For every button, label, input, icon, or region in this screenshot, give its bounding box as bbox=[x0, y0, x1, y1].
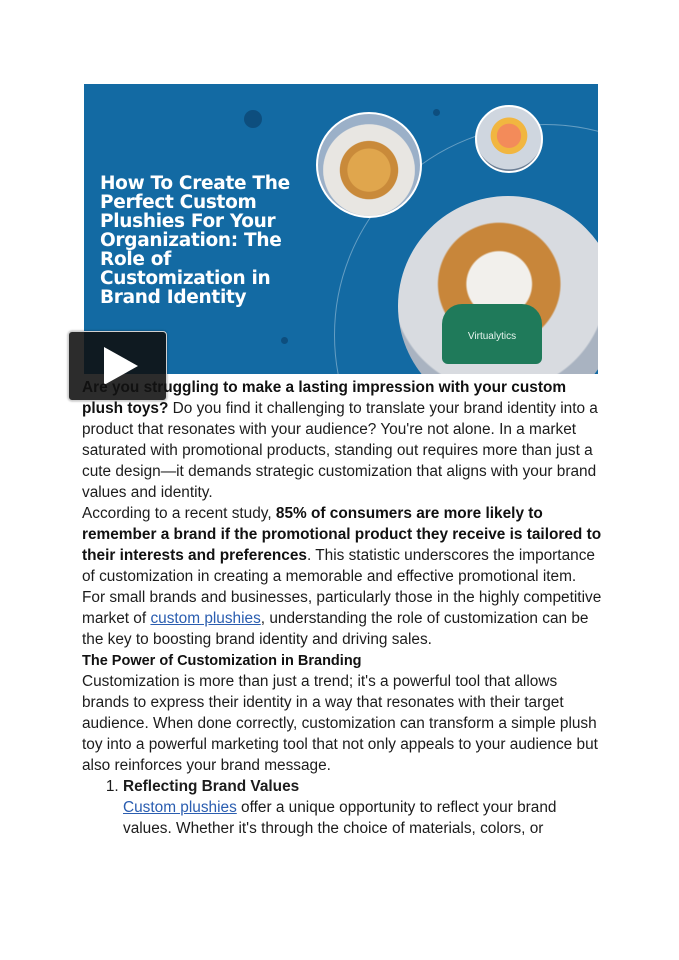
custom-plushies-link-2[interactable]: Custom plushies bbox=[123, 799, 237, 816]
stat-text: . This statistic underscores the importance of customization in creating a memorable and effective promotional item. For small brands and businesses, particularly those in the highly competitive market of bbox=[82, 547, 602, 627]
list-item-text: offer a unique opportunity to reflect your brand values. Whether it's through the choice of materials, colors, or bbox=[123, 799, 557, 837]
shirt-text: Virtualytics bbox=[467, 331, 517, 342]
decor-dot bbox=[433, 109, 440, 116]
list-item-body bbox=[123, 797, 602, 839]
list-item-title: 1. Reflecting Brand Values bbox=[123, 778, 300, 795]
plush-bird-photo bbox=[475, 105, 543, 173]
values-list bbox=[82, 776, 602, 839]
mascot-shirt bbox=[442, 304, 542, 364]
intro-bold-lead: Are you struggling to make a lasting impression with your custom plush toys? bbox=[82, 379, 567, 417]
section-body: Customization is more than just a trend; it's a powerful tool that allows brands to express their identity in a way that resonates with their target audience. When done correctly, customization can transform a simple plush toy into a powerful marketing tool that not only appeals to your audience but also reinforces your brand message. bbox=[82, 673, 598, 774]
decor-dot bbox=[244, 110, 262, 128]
intro-paragraph bbox=[82, 377, 602, 503]
intro-text: Do you find it challenging to translate your brand identity into a product that resonates with your audience? You're not alone. In a market saturated with promotional products, standing out requires more than just a cute design—it demands strategic customization that aligns with your brand values and identity. bbox=[82, 400, 598, 501]
list-item bbox=[123, 776, 602, 839]
stat-text-after: , understanding the role of customization can be the key to boosting brand identity and driving sales. bbox=[82, 610, 589, 648]
stat-bold: 85% of consumers are more likely to remember a brand if the promotional product they receive is tailored to their interests and preferences bbox=[82, 505, 602, 564]
article-body bbox=[82, 377, 602, 839]
banner-title: How To Create The Perfect Custom Plushies For Your Organization: The Role of Customization in Brand Identity bbox=[100, 173, 290, 308]
section-heading: The Power of Customization in Branding bbox=[82, 653, 362, 669]
decor-dot bbox=[281, 337, 288, 344]
stat-paragraph bbox=[82, 503, 602, 650]
custom-plushies-link[interactable]: custom plushies bbox=[150, 610, 261, 627]
plush-puppy-photo bbox=[316, 112, 422, 218]
stat-lead: According to a recent study, bbox=[82, 505, 276, 522]
